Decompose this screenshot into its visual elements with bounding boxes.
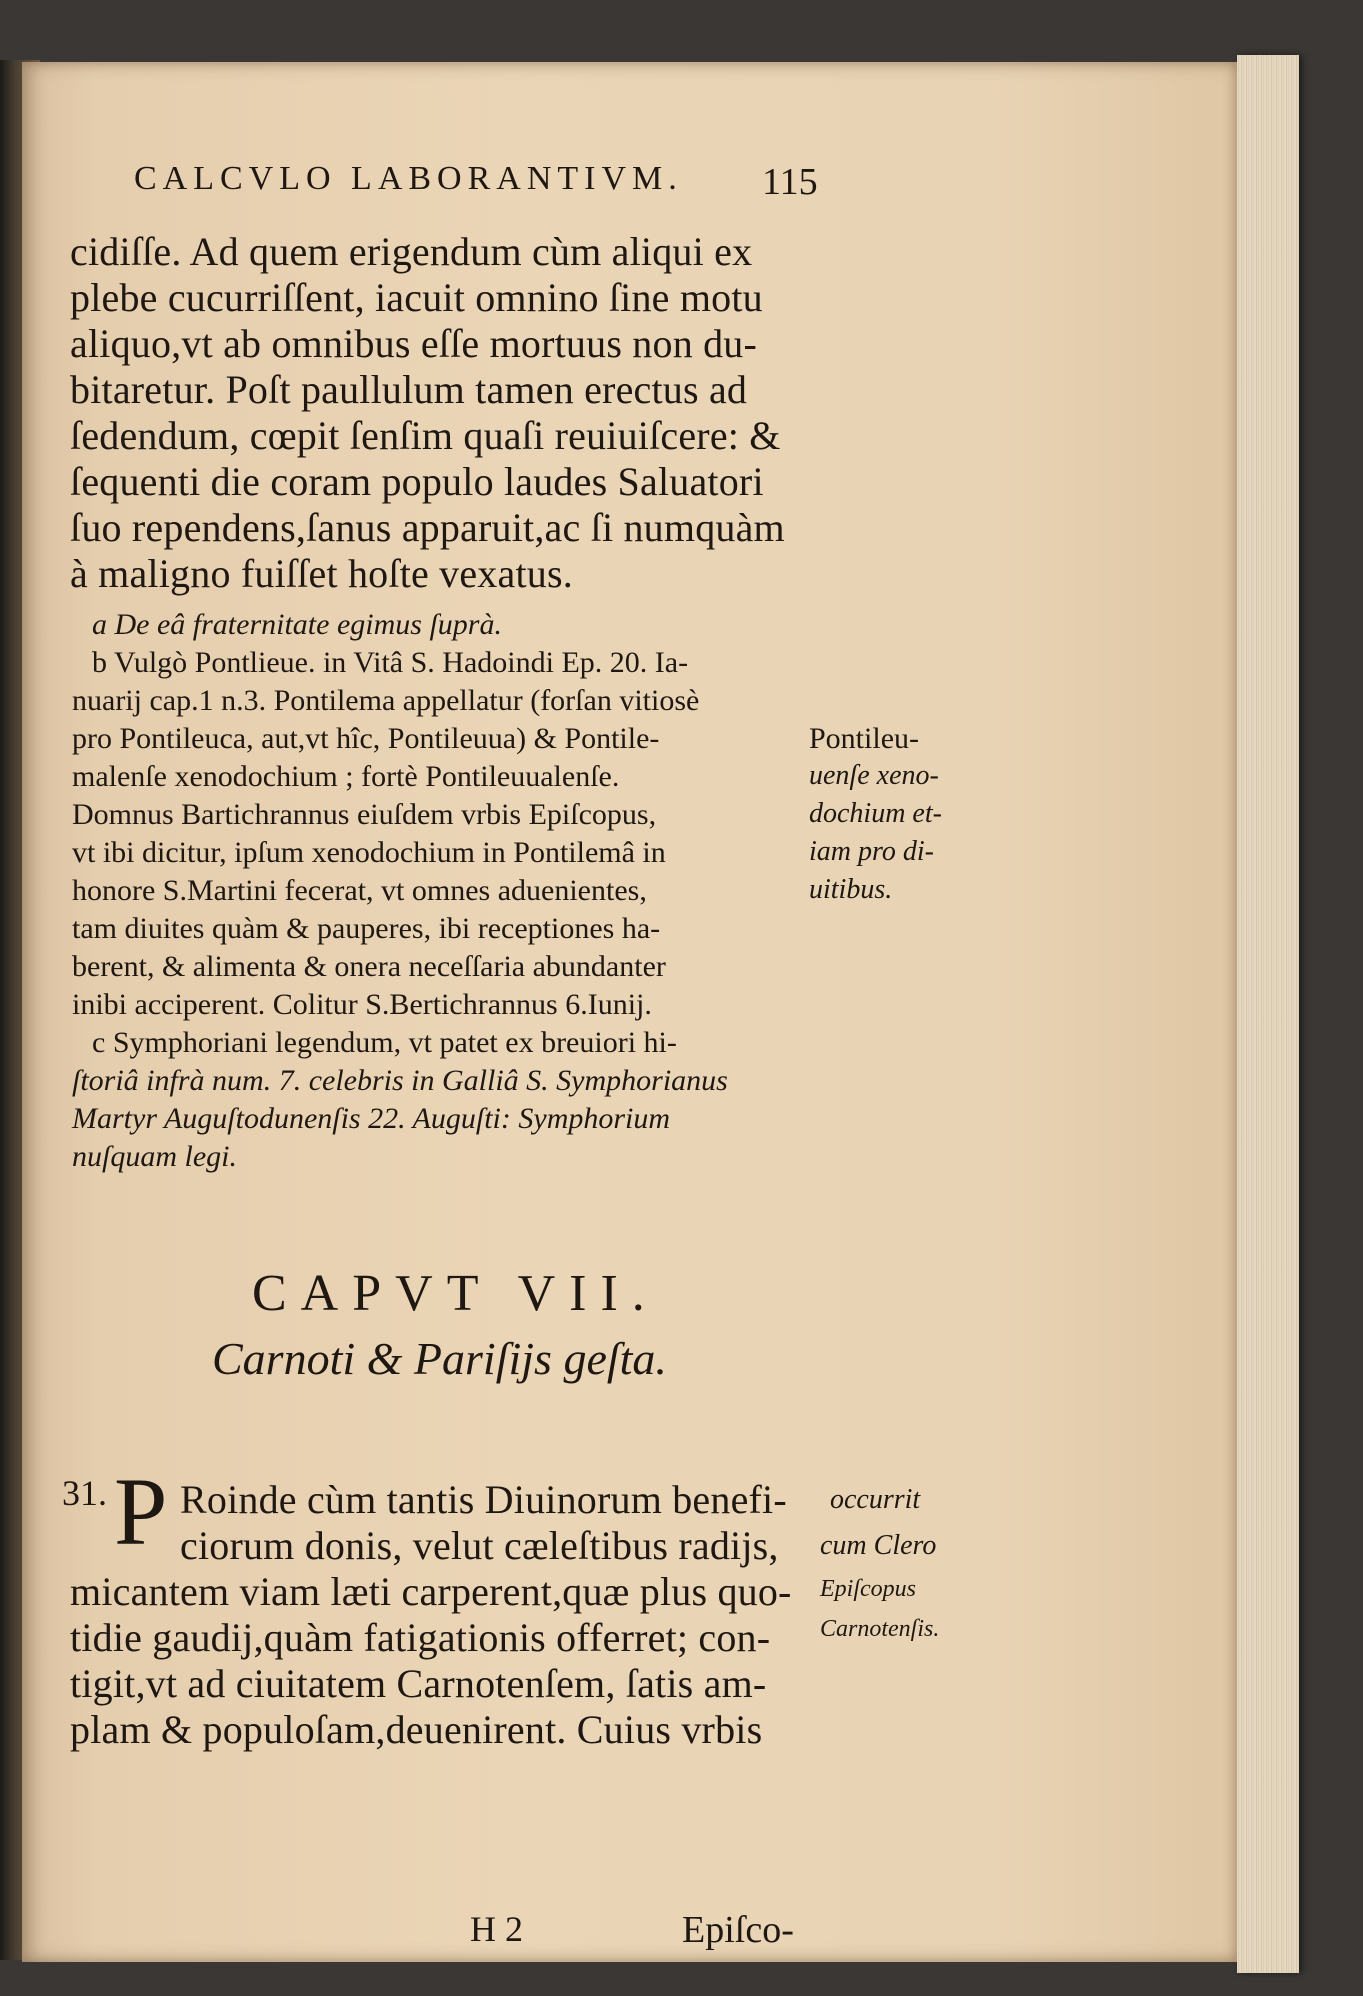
margin-note: occurrit [830,1484,921,1515]
book-page [22,62,1237,1962]
margin-note: cum Clero [820,1530,937,1561]
paragraph-line: micantem viam læti carperent,quæ plus quo- [70,1569,792,1614]
margin-note: uenſe xeno- [809,760,939,791]
note-a: a De eâ fraternitate egimus ſuprà. [92,608,502,641]
paragraph-line: tidie gaudij,quàm fatigationis offerret; con- [70,1615,771,1660]
note-line: pro Pontileuca, aut,vt hîc, Pontileuua) & Pontile- [72,722,660,755]
paragraph-line: ciorum donis, velut cæleſtibus radijs, [180,1523,779,1568]
note-line: nuarij cap.1 n.3. Pontilema appellatur (forſan vitiosè [72,684,700,717]
note-line: honore S.Martini fecerat, vt omnes aduenientes, [72,874,647,907]
paragraph-line: plam & populoſam,deuenirent. Cuius vrbis [70,1707,763,1752]
note-line: malenſe xenodochium ; fortè Pontileuualenſe. [72,760,620,793]
paragraph-number: 31. [62,1473,107,1513]
margin-note: Epiſcopus [820,1576,916,1602]
drop-capital: P [114,1458,168,1565]
running-title: CALCVLO LABORANTIVM. [134,160,683,197]
signature-mark: H 2 [470,1909,523,1949]
note-line: inibi acciperent. Colitur S.Bertichrannus 6.Iunij. [72,988,652,1021]
body-line: aliquo,vt ab omnibus eſſe mortuus non du- [70,321,758,366]
body-line: plebe cucurriſſent, iacuit omnino ſine motu [70,275,763,320]
margin-note: Pontileu- [809,722,919,755]
body-line: bitaretur. Poſt paullulum tamen erectus ad [70,367,748,412]
margin-note: iam pro di- [809,836,934,867]
note-line: tam diuites quàm & pauperes, ibi receptiones ha- [72,912,661,945]
body-line: ſequenti die coram populo laudes Saluatori [70,459,764,504]
catchword: Epiſco- [682,1909,794,1951]
margin-note: uitibus. [809,874,893,905]
margin-note: dochium et- [809,798,942,829]
body-line: à maligno fuiſſet hoſte vexatus. [70,551,573,596]
note-line: berent, & alimenta & onera neceſſaria abundanter [72,950,666,983]
body-line: cidiſſe. Ad quem erigendum cùm aliqui ex [70,229,753,274]
note-line: ſtoriâ infrà num. 7. celebris in Galliâ S. Symphorianus [72,1064,728,1097]
note-line: vt ibi dicitur, ipſum xenodochium in Pontilemâ in [72,836,666,869]
body-line: ſuo rependens,ſanus apparuit,ac ſi numquàm [70,505,785,550]
page-fore-edge [1237,55,1299,1973]
margin-note: Carnotenſis. [820,1616,940,1642]
paragraph-line: tigit,vt ad ciuitatem Carnotenſem, ſatis am- [70,1661,767,1706]
page-number: 115 [762,161,818,203]
paragraph-line: Roinde cùm tantis Diuinorum benefi- [180,1477,787,1522]
note-line: nuſquam legi. [72,1140,237,1173]
chapter-heading: CAPVT VII. [252,1265,659,1322]
note-line: Domnus Bartichrannus eiuſdem vrbis Epiſcopus, [72,798,657,831]
body-line: ſedendum, cœpit ſenſim quaſi reuiuiſcere: & [70,413,781,458]
chapter-subtitle: Carnoti & Pariſijs geſta. [212,1333,667,1384]
note-line: Martyr Auguſtodunenſis 22. Auguſti: Symphorium [72,1102,671,1135]
note-c: c Symphoriani legendum, vt patet ex breuiori hi- [92,1026,677,1059]
note-b: b Vulgò Pontlieue. in Vitâ S. Hadoindi Ep. 20. Ia- [92,646,689,679]
